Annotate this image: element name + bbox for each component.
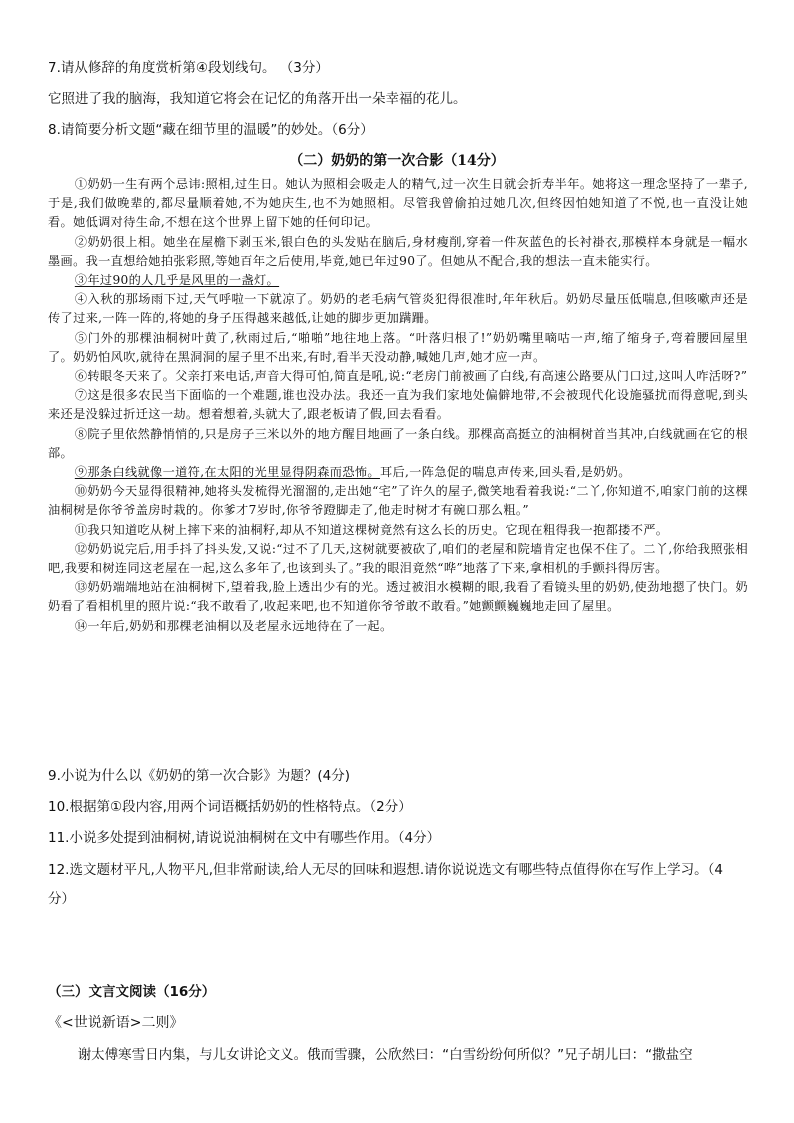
story-paragraph-14: ⑭一年后,奶奶和那棵老油桐以及老屋永远地待在了一起。 bbox=[74, 618, 393, 633]
story-body bbox=[48, 175, 748, 636]
question-11: 11.小说多处提到油桐树,请说说油桐树在文中有哪些作用。（4分） bbox=[48, 830, 441, 846]
story-paragraph-2: ②奶奶很上相。她坐在屋檐下剥玉米,银白色的头发贴在脑后,身材瘦削,穿着一件灰蓝色的长衬褂衣,那模样本身就是一幅水墨画。我一直想给她拍张彩照,等她百年之后使用,毕竟,她已年过90了。但她从不配合,我的想法一直未能实行。 bbox=[48, 234, 748, 268]
story-paragraph-10: ⑩奶奶今天显得很精神,她将头发梳得光溜溜的,走出她“宅”了许久的屋子,微笑地看着我说:“二丫,你知道不,咱家门前的这棵油桐树是你爷爷盖房时栽的。你爹才7岁时,你爷爷蹬脚走了,他走时树才有碗口那么粗。” bbox=[48, 484, 748, 518]
paragraph-rest: 耳后,一阵急促的喘息声传来,回头看,是奶奶。 bbox=[379, 465, 631, 480]
underlined-sentence: ⑨那条白线就像一道符,在太阳的光里显得阴森而恐怖。 bbox=[74, 465, 380, 480]
story-paragraph-6: ⑥转眼冬天来了。父亲打来电话,声音大得可怕,简直是吼,说:“老房门前被画了白线,有高速公路要从门口过,这叫人咋活呀?” bbox=[74, 369, 748, 384]
question-9: 9.小说为什么以《奶奶的第一次合影》为题？(4分) bbox=[48, 768, 351, 784]
classical-text-first-line: 谢太傅寒雪日内集，与儿女讲论文义。俄而雪骤，公欣然曰：“白雪纷纷何所似？”兄子胡儿曰：“撒盐空 bbox=[77, 1047, 693, 1063]
story-paragraph-11: ⑪我只知道吃从树上摔下来的油桐籽,却从不知道这棵树竟然有这么长的历史。它现在粗得我一抱都搂不严。 bbox=[74, 522, 669, 537]
story-paragraph-1: ①奶奶一生有两个忌讳:照相,过生日。她认为照相会吸走人的精气,过一次生日就会折寿半年。她将这一理念坚持了一辈子,于是,我们做晚辈的,都尽量顺着她,不为她庆生,也不为她照相。尽管我曾偷拍过她几次,但终因怕她知道了不悦,也一直没让她看。她低调对待生命,不想在这个世界上留下她的任何印记。 bbox=[48, 177, 748, 230]
story-paragraph-13: ⑬奶奶端端地站在油桐树下,望着我,脸上透出少有的光。透过被泪水模糊的眼,我看了看镜头里的奶奶,使劲地摁了快门。奶奶看了看相机里的照片说:“我不敢看了,收起来吧,也不知道你爷爷敢不敢看。”她颤颤巍巍地走回了屋里。 bbox=[48, 580, 748, 614]
story-paragraph-5: ⑤门外的那棵油桐树叶黄了,秋雨过后,“啪啪”地往地上落。“叶落归根了!”奶奶嘴里嘀咕一声,缩了缩身子,弯着腰回屋里了。奶奶怕风吹,就待在黑洞洞的屋子里不出来,有时,看半天没动静,喊她几声,她才应一声。 bbox=[48, 330, 748, 364]
classical-section-title: （三）文言文阅读（16分） bbox=[48, 984, 216, 1000]
question-12-continued: 分） bbox=[48, 891, 75, 907]
story-paragraph-4: ④入秋的那场雨下过,天气呼啦一下就凉了。奶奶的老毛病气管炎犯得很准时,年年秋后。奶奶尽量压低喘息,但咳嗽声还是传了过来,一阵一阵的,将她的身子压得越来越低,让她的脚步更加蹒跚。 bbox=[48, 292, 748, 326]
story-paragraph-7: ⑦这是很多农民当下面临的一个难题,谁也没办法。我还一直为我们家地处偏僻地带,不会被现代化设施骚扰而得意呢,到头来还是没躲过折迁这一劫。想着想着,头就大了,跟老板请了假,回去看看。 bbox=[48, 388, 748, 422]
story-paragraph-3 bbox=[48, 271, 748, 290]
underlined-sentence: ③年过90的人几乎是风里的一盏灯。 bbox=[74, 273, 280, 288]
question-10: 10.根据第①段内容,用两个词语概括奶奶的性格特点。（2分） bbox=[48, 799, 412, 815]
story-paragraph-12: ⑫奶奶说完后,用手抖了抖头发,又说:“过不了几天,这树就要被砍了,咱们的老屋和院墙肯定也保不住了。二丫,你给我照张相吧,我要和树连同这老屋在一起,这么多年了,也该到头了。”我的眼泪竟然“哗”地落了下来,拿相机的手颤抖得厉害。 bbox=[48, 541, 748, 576]
classical-book-title: 《<世说新语>二则》 bbox=[48, 1015, 184, 1031]
story-title: （二）奶奶的第一次合影（14分） bbox=[289, 153, 505, 169]
question-8: 8.请简要分析文题“藏在细节里的温暖”的妙处。（6分） bbox=[48, 122, 374, 138]
question-12: 12.选文题材平凡,人物平凡,但非常耐读,给人无尽的回味和遐想.请你说说选文有哪些特点值得你在写作上学习。（4 bbox=[48, 862, 723, 878]
story-paragraph-8: ⑧院子里依然静悄悄的,只是房子三米以外的地方醒目地画了一条白线。那棵高高挺立的油桐树首当其冲,白线就画在它的根部。 bbox=[48, 426, 748, 460]
story-paragraph-9 bbox=[48, 463, 748, 482]
question-7: 7.请从修辞的角度赏析第④段划线句。 （3分） bbox=[48, 60, 329, 76]
question-7-quoted-sentence: 它照进了我的脑海，我知道它将会在记忆的角落开出一朵幸福的花儿。 bbox=[48, 91, 467, 107]
